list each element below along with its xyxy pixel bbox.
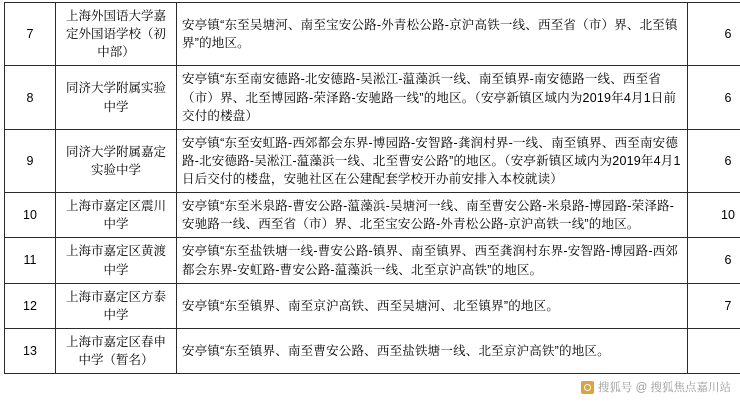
enrollment-range: 安亭镇“东至盐铁塘一线-曹安公路-镇界、南至镇界、西至龚润村东界-安智路-博园路-西郊都会东界-安虹路-曹安公路-蕰藻浜一线、北至京沪高铁”的地区。 [177,238,688,283]
table-row [5,328,740,373]
school-name: 上海市嘉定区春申中学（暂名） [56,328,177,373]
enrollment-range: 安亭镇“东至安虹路-西郊都会东界-博园路-安智路-龚润村界-一线、南至镇界、西至南安德路-北安德路-吴淞江-蕰藻浜一线、北至曹安公路”的地区。（安亭新镇区域内为2019年4月1日后交付的楼盘，安驰社区在公建配套学校开办前安排入本校就读） [177,129,688,192]
row-number: 12 [5,283,56,328]
class-count: 6 [688,3,740,66]
row-number: 13 [5,328,56,373]
school-name: 同济大学附属实验中学 [56,66,177,129]
school-name: 上海外国语大学嘉定外国语学校（初中部） [56,3,177,66]
row-number: 8 [5,66,56,129]
watermark [578,378,734,396]
school-enrollment-table [4,2,740,374]
class-count [688,328,740,373]
class-count: 7 [688,283,740,328]
row-number: 11 [5,238,56,283]
class-count: 10 [688,193,740,238]
class-count: 6 [688,129,740,192]
enrollment-range: 安亭镇“东至米泉路-曹安公路-蕰藻浜-吴塘河一线、南至曹安公路-米泉路-博园路-荣泽路-安驰路一线、西至省（市）界、北至宝安公路-外青松公路-京沪高铁一线”的地区。 [177,193,688,238]
table-row [5,66,740,129]
enrollment-range: 安亭镇“东至南安德路-北安德路-吴淞江-蕰藻浜一线、南至镇界-南安德路一线、西至省（市）界、北至博园路-荣泽路-安驰路一线”的地区。（安亭新镇区域内为2019年4月1日前交付的楼盘） [177,66,688,129]
enrollment-range: 安亭镇“东至镇界、南至京沪高铁、西至吴塘河、北至镇界”的地区。 [177,283,688,328]
sohu-logo-icon [581,381,594,394]
class-count: 6 [688,238,740,283]
enrollment-range: 安亭镇“东至吴塘河、南至宝安公路-外青松公路-京沪高铁一线、西至省（市）界、北至镇界”的地区。 [177,3,688,66]
school-name: 上海市嘉定区方泰中学 [56,283,177,328]
table-row [5,193,740,238]
school-name: 上海市嘉定区黄渡中学 [56,238,177,283]
table-row [5,129,740,192]
table-row [5,238,740,283]
class-count: 6 [688,66,740,129]
enrollment-range: 安亭镇“东至镇界、南至曹安公路、西至盐铁塘一线、北至京沪高铁”的地区。 [177,328,688,373]
school-name: 同济大学附属嘉定实验中学 [56,129,177,192]
table-row [5,283,740,328]
row-number: 7 [5,3,56,66]
table-body [5,3,740,374]
table-row [5,3,740,66]
school-name: 上海市嘉定区震川中学 [56,193,177,238]
row-number: 10 [5,193,56,238]
row-number: 9 [5,129,56,192]
watermark-text: 搜狐号 @ 搜狐焦点嘉川站 [597,382,731,394]
